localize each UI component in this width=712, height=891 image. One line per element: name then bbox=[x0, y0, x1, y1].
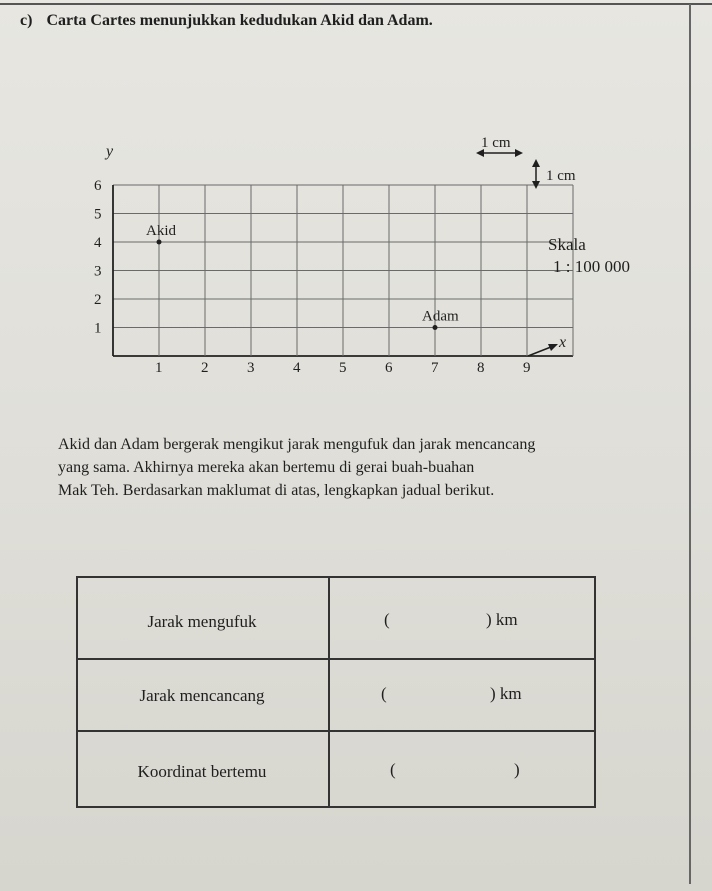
table-row bbox=[78, 578, 594, 658]
cell-width-label: 1 cm bbox=[481, 135, 511, 151]
y-axis-label: y bbox=[106, 143, 114, 160]
grid-lines bbox=[113, 185, 573, 356]
x-tick-label: 9 bbox=[523, 360, 531, 376]
x-axis-ticks bbox=[155, 360, 531, 376]
point-akid bbox=[157, 240, 162, 245]
question-text: Carta Cartes menunjukkan kedudukan Akid dan Adam. bbox=[46, 12, 433, 29]
point-label-adam: Adam bbox=[422, 308, 459, 325]
x-tick-label: 6 bbox=[385, 360, 393, 376]
y-tick-label: 4 bbox=[94, 235, 102, 251]
scale-title: Skala bbox=[548, 235, 586, 254]
question-label: c) bbox=[20, 12, 33, 29]
points-layer bbox=[146, 223, 459, 330]
point-label-akid: Akid bbox=[146, 223, 176, 239]
x-tick-label: 1 bbox=[155, 360, 163, 376]
x-tick-label: 2 bbox=[201, 360, 209, 376]
y-tick-label: 5 bbox=[94, 206, 102, 223]
paragraph-line-1: Akid dan Adam bergerak mengikut jarak mengufuk dan jarak mencancang bbox=[58, 436, 536, 453]
cell-height-label: 1 cm bbox=[546, 168, 576, 184]
y-tick-label: 3 bbox=[94, 263, 102, 280]
x-axis-label: x bbox=[559, 334, 567, 351]
row-label-horizontal-distance: Jarak mengufuk bbox=[147, 612, 257, 631]
table-row bbox=[78, 658, 594, 732]
answer-close-bracket-unit: ) km bbox=[490, 684, 522, 703]
row-label-meeting-coordinate: Koordinat bertemu bbox=[137, 762, 267, 781]
answer-close-bracket: ) bbox=[514, 760, 520, 779]
x-tick-label: 4 bbox=[293, 360, 301, 376]
point-adam bbox=[433, 325, 438, 330]
x-axis-arrow bbox=[528, 344, 558, 356]
scale-value: 1 : 100 000 bbox=[553, 257, 630, 276]
answer-close-bracket-unit: ) km bbox=[486, 610, 518, 629]
answer-open-bracket: ( bbox=[384, 610, 390, 629]
answer-table bbox=[76, 576, 596, 808]
paragraph-line-2: yang sama. Akhirnya mereka akan bertemu di gerai buah-buahan bbox=[58, 459, 475, 476]
row-label-vertical-distance: Jarak mencancang bbox=[139, 686, 265, 705]
answer-open-bracket: ( bbox=[381, 684, 387, 703]
problem-paragraph bbox=[58, 433, 688, 502]
x-tick-label: 5 bbox=[339, 360, 347, 376]
x-tick-label: 7 bbox=[431, 360, 439, 376]
y-tick-label: 2 bbox=[94, 292, 102, 308]
paragraph-line-3: Mak Teh. Berdasarkan maklumat di atas, lengkapkan jadual berikut. bbox=[58, 482, 495, 499]
y-tick-label: 1 bbox=[94, 320, 102, 337]
answer-open-bracket: ( bbox=[390, 760, 396, 779]
y-tick-label: 6 bbox=[94, 178, 102, 194]
x-tick-label: 3 bbox=[247, 360, 255, 376]
y-axis-ticks bbox=[94, 178, 102, 337]
table-row bbox=[78, 730, 594, 808]
x-tick-label: 8 bbox=[477, 360, 485, 376]
